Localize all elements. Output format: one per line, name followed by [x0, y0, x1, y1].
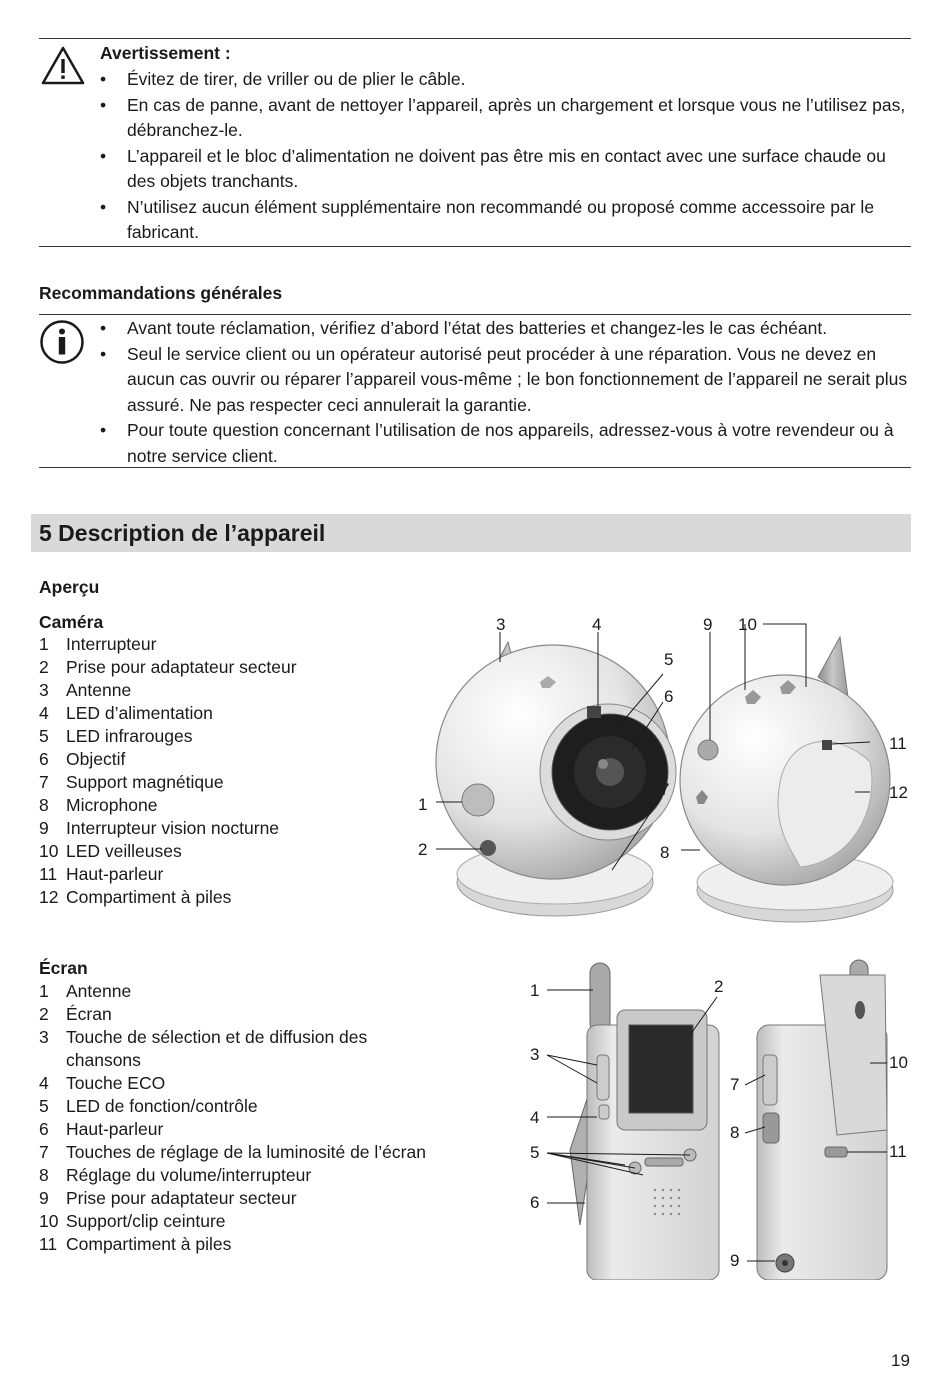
camera-illustration	[400, 612, 920, 927]
list-item	[39, 1141, 429, 1164]
warning-triangle-icon	[41, 46, 85, 86]
part-label: Interrupteur vision nocturne	[66, 818, 280, 838]
callout-label: 11	[889, 734, 907, 753]
warning-bottom-rule	[39, 246, 911, 247]
part-number: 9	[39, 1188, 49, 1208]
list-item: • Pour toute question concernant l’utilisation de nos appareils, adressez-vous à votre revendeur ou à notre service client.	[127, 418, 911, 469]
part-label: LED veilleuses	[66, 841, 182, 861]
part-label: Support/clip ceinture	[66, 1211, 226, 1231]
part-number: 8	[39, 795, 49, 815]
camera-heading: Caméra	[39, 612, 104, 632]
general-heading: Recommandations générales	[39, 283, 283, 303]
callout-label: 1	[418, 795, 428, 814]
callout-label: 4	[530, 1108, 540, 1127]
part-label: Antenne	[66, 680, 132, 700]
callout-label: 10	[738, 615, 757, 634]
list-item	[39, 980, 429, 1003]
list-item	[39, 1164, 429, 1187]
callout-label: 6	[530, 1193, 540, 1212]
list-item	[39, 702, 429, 725]
part-number: 7	[39, 772, 49, 792]
part-label: Prise pour adaptateur secteur	[66, 1188, 297, 1208]
part-number: 2	[39, 657, 49, 677]
part-number: 6	[39, 749, 49, 769]
part-number: 6	[39, 1119, 49, 1139]
part-number: 5	[39, 1096, 49, 1116]
part-label: Écran	[66, 1004, 112, 1024]
list-item	[39, 886, 429, 909]
part-label: Touche ECO	[66, 1073, 166, 1093]
part-number: 7	[39, 1142, 49, 1162]
part-number: 2	[39, 1004, 49, 1024]
part-label: LED d’alimentation	[66, 703, 213, 723]
part-label: Antenne	[66, 981, 132, 1001]
part-label: Touche de sélection et de diffusion des chansons	[66, 1027, 368, 1070]
part-label: Compartiment à piles	[66, 887, 232, 907]
warning-heading: Avertissement :	[100, 43, 231, 63]
part-label: Haut-parleur	[66, 864, 164, 884]
part-label: Réglage du volume/interrupteur	[66, 1165, 312, 1185]
list-item	[39, 1187, 429, 1210]
list-item	[39, 1095, 429, 1118]
monitor-illustration	[525, 955, 920, 1280]
part-number: 4	[39, 1073, 49, 1093]
callout-label: 3	[496, 615, 506, 634]
part-label: Haut-parleur	[66, 1119, 164, 1139]
part-label: Objectif	[66, 749, 126, 769]
part-label: LED de fonction/contrôle	[66, 1096, 258, 1116]
section-title-bar	[31, 514, 911, 552]
callout-label: 7	[730, 1075, 740, 1094]
part-number: 1	[39, 634, 49, 654]
info-icon	[39, 319, 85, 365]
list-item	[39, 725, 429, 748]
callout-label: 12	[889, 783, 908, 802]
list-item: • N’utilisez aucun élément supplémentaire non recommandé ou proposé comme accessoire par le fabricant.	[127, 195, 911, 246]
list-item	[39, 840, 429, 863]
list-item	[39, 1072, 429, 1095]
list-item: • Seul le service client ou un opérateur autorisé peut procéder à une réparation. Vous ne devez en aucun cas ouvrir ou réparer l’appareil vous-même ; le bon fonctionnement de l’appareil ne serait plus assuré. Ne pas respecter ceci annulerait la garantie.	[127, 342, 911, 419]
list-item	[39, 1118, 429, 1141]
screen-heading: Écran	[39, 958, 88, 978]
part-number: 4	[39, 703, 49, 723]
callout-label: 4	[592, 615, 602, 634]
list-item: • L’appareil et le bloc d’alimentation ne doivent pas être mis en contact avec une surface chaude ou des objets tranchants.	[127, 144, 911, 195]
part-number: 1	[39, 981, 49, 1001]
part-number: 11	[39, 864, 58, 884]
part-number: 3	[39, 1027, 49, 1047]
part-label: Compartiment à piles	[66, 1234, 232, 1254]
general-list	[127, 316, 911, 469]
list-item	[39, 1003, 429, 1026]
part-number: 10	[39, 841, 59, 861]
list-item	[39, 817, 429, 840]
camera-parts-list	[39, 633, 429, 909]
list-item: • Avant toute réclamation, vérifiez d’abord l’état des batteries et changez-les le cas échéant.	[127, 316, 911, 342]
top-rule	[39, 38, 911, 39]
list-item	[39, 771, 429, 794]
warning-list	[127, 67, 911, 246]
part-label: LED infrarouges	[66, 726, 193, 746]
screen-parts-list	[39, 980, 429, 1256]
callout-label: 7	[660, 780, 670, 799]
part-number: 12	[39, 887, 59, 907]
section-title: 5 Description de l’appareil	[39, 520, 326, 546]
list-item	[39, 679, 429, 702]
part-label: Prise pour adaptateur secteur	[66, 657, 297, 677]
page-number: 19	[891, 1351, 910, 1370]
callout-label: 5	[530, 1143, 540, 1162]
general-top-rule	[39, 314, 911, 315]
callout-label: 1	[530, 981, 540, 1000]
part-number: 8	[39, 1165, 49, 1185]
part-label: Touches de réglage de la luminosité de l’écran	[66, 1142, 426, 1162]
list-item	[39, 656, 429, 679]
list-item	[39, 1210, 429, 1233]
list-item	[39, 1233, 429, 1256]
list-item	[39, 1026, 429, 1072]
callout-label: 2	[418, 840, 428, 859]
list-item	[39, 633, 429, 656]
callout-label: 11	[889, 1142, 907, 1161]
list-item	[39, 748, 429, 771]
list-item: • En cas de panne, avant de nettoyer l’appareil, après un chargement et lorsque vous ne l’utilisez pas, débranchez-le.	[127, 93, 911, 144]
callout-label: 10	[889, 1053, 908, 1072]
part-label: Interrupteur	[66, 634, 157, 654]
callout-label: 2	[714, 977, 724, 996]
part-number: 3	[39, 680, 49, 700]
part-label: Microphone	[66, 795, 158, 815]
part-label: Support magnétique	[66, 772, 224, 792]
callout-label: 5	[664, 650, 674, 669]
list-item	[39, 863, 429, 886]
list-item	[39, 794, 429, 817]
part-number: 10	[39, 1211, 59, 1231]
callout-label: 9	[730, 1251, 740, 1270]
overview-heading: Aperçu	[39, 577, 100, 597]
callout-label: 8	[660, 843, 670, 862]
list-item: • Évitez de tirer, de vriller ou de plier le câble.	[127, 67, 911, 93]
callout-label: 6	[664, 687, 674, 706]
part-number: 9	[39, 818, 49, 838]
part-number: 11	[39, 1234, 58, 1254]
callout-label: 8	[730, 1123, 740, 1142]
callout-label: 9	[703, 615, 713, 634]
general-bottom-rule	[39, 467, 911, 468]
part-number: 5	[39, 726, 49, 746]
callout-label: 3	[530, 1045, 540, 1064]
